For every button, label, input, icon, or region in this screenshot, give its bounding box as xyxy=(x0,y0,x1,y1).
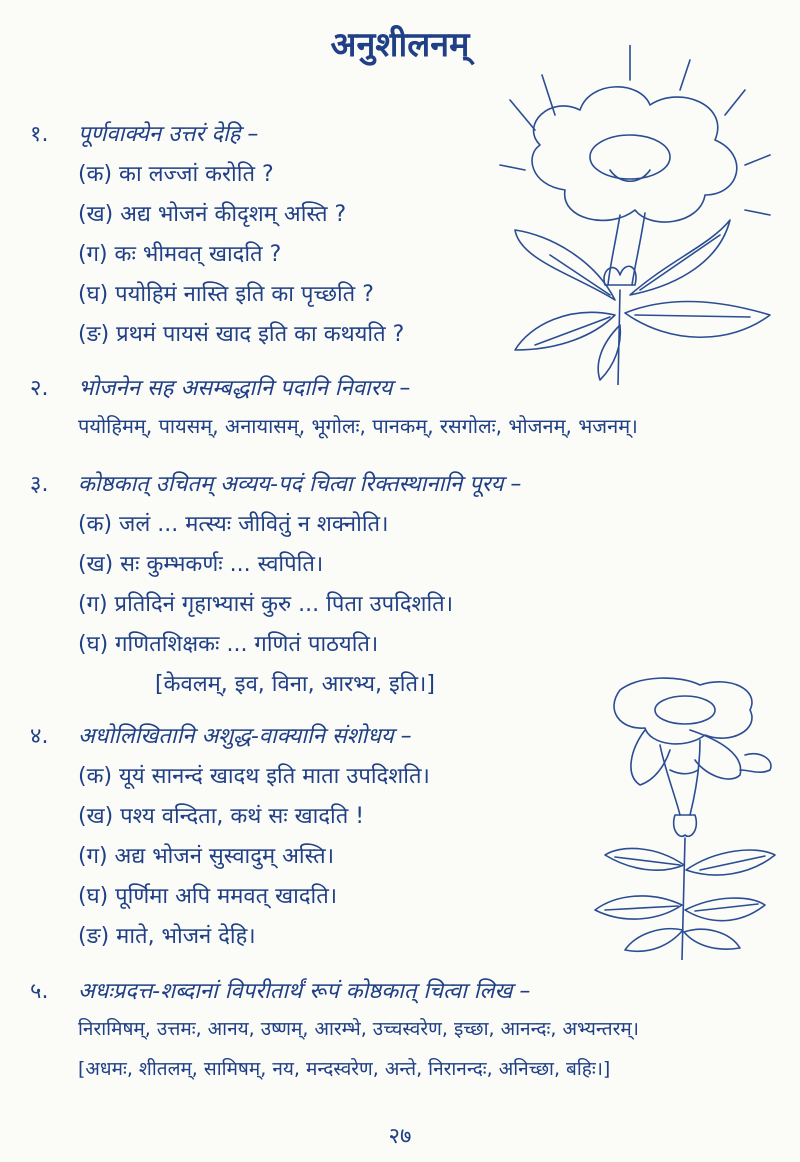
question-3-item: (क) जलं ... मत्स्यः जीवितुं न शक्नोति। xyxy=(78,512,389,537)
question-5-number: ५. xyxy=(30,979,49,1004)
question-5-heading: अधःप्रदत्त-शब्दानां विपरीतार्थं रूपं कोष्ठकात् चित्वा लिख – xyxy=(78,979,531,1004)
question-1-item: (ग) कः भीमवत् खादति ? xyxy=(78,242,282,267)
question-4-item: (क) यूयं सानन्दं खादथ इति माता उपदिशति। xyxy=(78,764,430,789)
question-3-item: (घ) गणितशिक्षकः ... गणितं पाठयति। xyxy=(78,632,379,657)
page-title: अनुशीलनम् xyxy=(330,25,470,65)
question-2-word-list: पयोहिमम्, पायसम्, अनायासम्, भूगोलः, पानकम्, रसगोलः, भोजनम्, भजनम्। xyxy=(78,414,638,438)
question-4-heading: अधोलिखितानि अशुद्ध-वाक्यानि संशोधय – xyxy=(78,724,412,749)
question-4-item: (ग) अद्य भोजनं सुस्वादुम् अस्ति। xyxy=(78,844,335,869)
question-1-number: १. xyxy=(30,122,49,147)
question-2-number: २. xyxy=(30,376,49,401)
flower-illustration-top xyxy=(480,45,780,385)
question-1-item: (घ) पयोहिमं नास्ति इति का पृच्छति ? xyxy=(78,282,374,307)
question-3-heading: कोष्ठकात् उचितम् अव्यय-पदं चित्वा रिक्तस्थानानि पूरय – xyxy=(78,472,522,497)
question-5-options: [अधमः, शीतलम्, सामिषम्, नय, मन्दस्वरेण, अन्ते, निरानन्दः, अनिच्छा, बहिः।] xyxy=(78,1058,611,1080)
question-3-item: (ख) सः कुम्भकर्णः ... स्वपिति। xyxy=(78,552,324,577)
question-3-number: ३. xyxy=(30,472,49,497)
question-1-heading: पूर्णवाक्येन उत्तरं देहि – xyxy=(78,122,259,147)
question-4-item: (घ) पूर्णिमा अपि ममवत् खादति। xyxy=(78,884,338,909)
question-3-item: (ग) प्रतिदिनं गृहाभ्यासं कुरु ... पिता उपदिशति। xyxy=(78,592,454,617)
question-4-item: (ङ) माते, भोजनं देहि। xyxy=(78,924,256,949)
question-3-options: [केवलम्, इव, विना, आरभ्य, इति।] xyxy=(155,672,435,697)
question-4-item: (ख) पश्य वन्दिता, कथं सः खादति ! xyxy=(78,804,365,829)
question-1-item: (ख) अद्य भोजनं कीदृशम् अस्ति ? xyxy=(78,202,347,227)
question-4-number: ४. xyxy=(30,724,49,749)
question-2-heading: भोजनेन सह असम्बद्धानि पदानि निवारय – xyxy=(78,376,411,401)
question-5-word-list: निरामिषम्, उत्तमः, आनय, उष्णम्, आरम्भे, उच्चस्वरेण, इच्छा, आनन्दः, अभ्यन्तरम्। xyxy=(78,1018,639,1040)
flower-illustration-bottom xyxy=(590,670,790,960)
question-1-item: (ङ) प्रथमं पायसं खाद इति का कथयति ? xyxy=(78,322,405,347)
page-number: २७ xyxy=(388,1124,412,1149)
question-1-item: (क) का लज्जां करोति ? xyxy=(78,162,274,187)
